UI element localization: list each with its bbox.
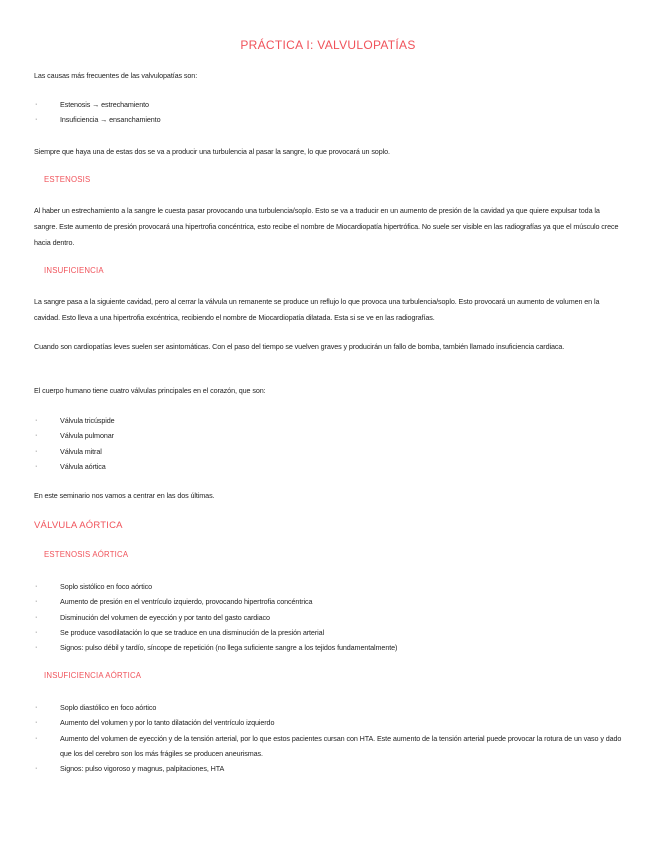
page-title: PRÁCTICA I: VALVULOPATÍAS [240, 38, 416, 52]
estenosis-text: Al haber un estrechamiento a la sangre le cuesta pasar provocando una turbulencia/soplo. Esto se va a traducir en un aumento de presión de la cavidad ya que quiere expulsar toda la sangre. Este aumento de presión provocará una hipertrofia concéntrica, esto recibe el nombre de Miocardiopatía hipertrófica. No suele ser visible en las radiografías ya que el músculo crece hacia dentro. [34, 206, 619, 247]
list-item: · Aumento de presión en el ventrículo izquierdo, provocando hipertrofia concéntrica [35, 597, 313, 607]
cardiopatias-text: Cuando son cardiopatías leves suelen ser asintomáticas. Con el paso del tiempo se vuelven graves y producirán un fallo de bomba, también llamado insuficiencia cardiaca. [34, 342, 565, 351]
valves-list [34, 413, 624, 474]
seminar-note: En este seminario nos vamos a centrar en las dos últimas. [34, 491, 215, 500]
list-item: · Insuficiencia → ensanchamiento [35, 115, 161, 125]
heading-estenosis: ESTENOSIS [44, 175, 91, 184]
heading-insuficiencia: INSUFICIENCIA [44, 266, 104, 275]
list-item: · Estenosis → estrechamiento [35, 100, 149, 109]
intro-text: Las causas más frecuentes de las valvulopatías son: [34, 71, 198, 80]
list-item: · Válvula mitral [35, 446, 102, 456]
heading-valvula-aortica: VÁLVULA AÓRTICA [34, 520, 123, 531]
causes-list [34, 97, 624, 128]
insuficiencia-text: La sangre pasa a la siguiente cavidad, pero al cerrar la válvula un remanente se produce un reflujo lo que provoca una turbulencia/soplo. Esto provocará un aumento de volumen en la cavidad. Esto lleva a una hipertrofia excéntrica, recibiendo el nombre de Miocardiopatía dilatada. Esta si se ve en las radiografías. [34, 297, 600, 322]
estenosis-aortica-list [34, 579, 624, 655]
list-item: · Aumento del volumen y por lo tanto dilatación del ventrículo izquierdo [35, 718, 275, 728]
heading-insuficiencia-aortica: INSUFICIENCIA AÓRTICA [44, 671, 142, 680]
list-item: · Signos: pulso débil y tardío, síncope de repetición (no llega suficiente sangre a los tejidos fundamentalmente) [35, 643, 398, 653]
list-item: · Signos: pulso vigoroso y magnus, palpitaciones, HTA [35, 764, 225, 774]
heading-estenosis-aortica: ESTENOSIS AÓRTICA [44, 550, 129, 559]
list-item: · Aumento del volumen de eyección y de la tensión arterial, por lo que estos pacientes cursan con HTA. Este aumento de la tensión arterial puede provocar la rotura de un vaso y dado que los del cerebro son los más frágiles se producen aneurismas. [35, 733, 622, 758]
list-item: · Disminución del volumen de eyección y por tanto del gasto cardiaco [35, 612, 270, 622]
soplo-sentence: Siempre que haya una de estas dos se va a producir una turbulencia al pasar la sangre, lo que provocará un soplo. [34, 147, 390, 156]
list-item: · Válvula pulmonar [35, 431, 114, 441]
list-item: · Soplo diastólico en foco aórtico [35, 703, 157, 712]
list-item: · Válvula aórtica [35, 461, 106, 471]
list-item: · Soplo sistólico en foco aórtico [35, 582, 152, 591]
list-item: · Se produce vasodilatación lo que se traduce en una disminución de la presión arterial [35, 627, 324, 637]
valves-intro: El cuerpo humano tiene cuatro válvulas principales en el corazón, que son: [34, 386, 266, 395]
list-item: · Válvula tricúspide [35, 416, 115, 425]
insuficiencia-aortica-list [34, 700, 624, 776]
